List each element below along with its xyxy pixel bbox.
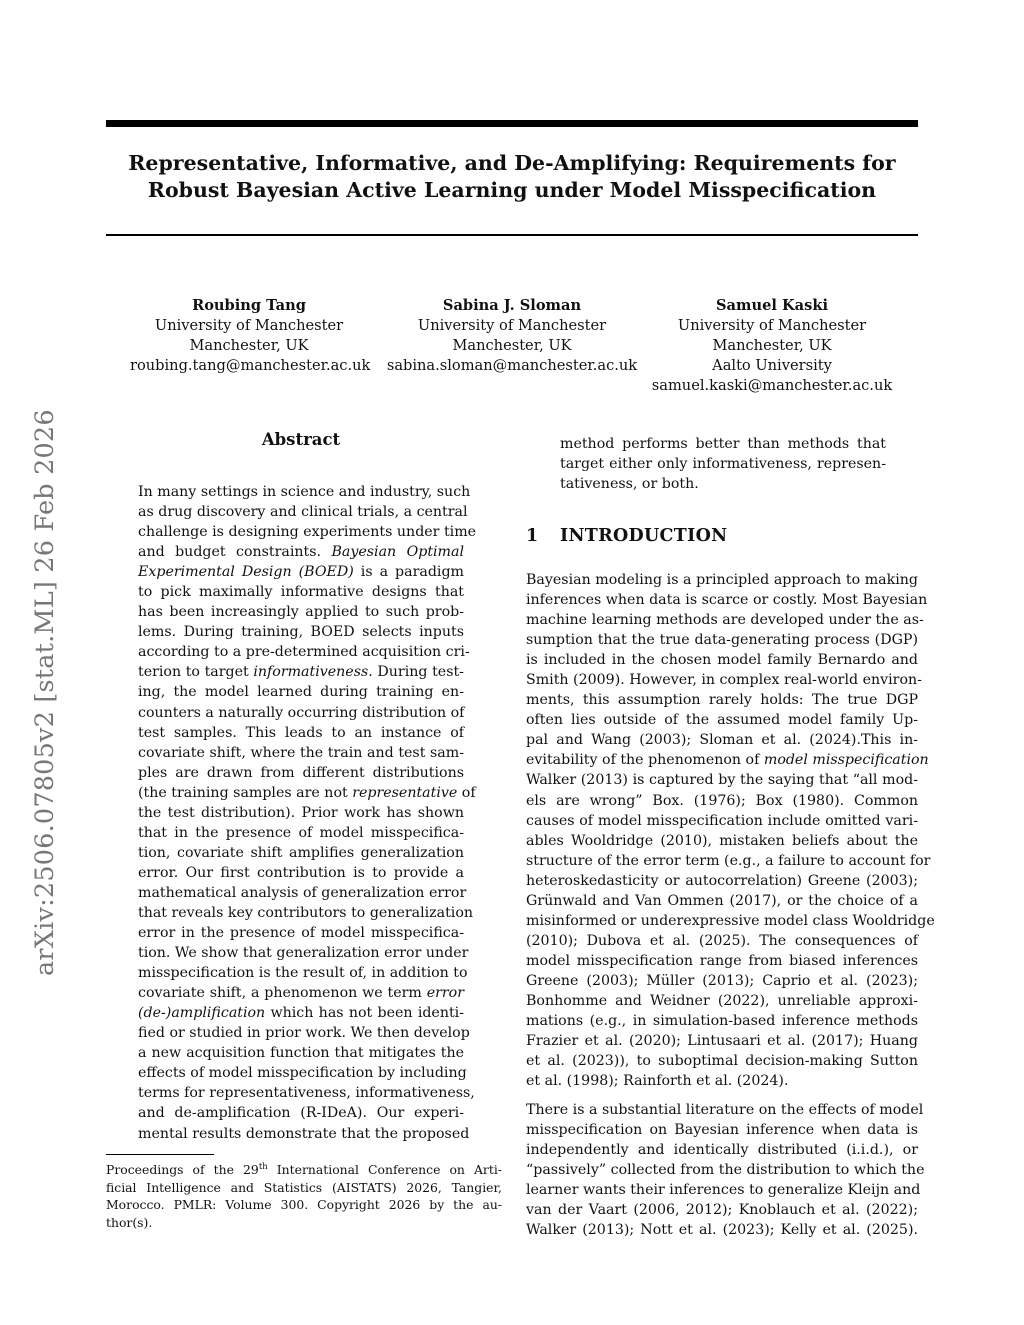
text-line: mental results demonstrate that the proposed bbox=[138, 1125, 470, 1142]
text-line: tion, covariate shift amplifies generalization bbox=[138, 844, 464, 861]
text-line: Bayesian modeling is a principled approach to making bbox=[526, 572, 918, 588]
text-line: misinformed or underexpressive model class Wooldridge bbox=[526, 912, 935, 929]
text-line: lems. During training, BOED selects inputs bbox=[138, 624, 464, 641]
text-line: mathematical analysis of generalization error bbox=[138, 884, 467, 901]
text-line: a new acquisition function that mitigates the bbox=[138, 1045, 464, 1062]
text-line: ficial Intelligence and Statistics (AISTATS) 2026, Tangier, bbox=[106, 1179, 502, 1195]
text-line: model misspecification range from biased inferences bbox=[526, 952, 918, 969]
text-line: Bonhomme and Weidner (2022), unreliable approxi- bbox=[526, 992, 918, 1009]
text-line: error in the presence of model misspecifica- bbox=[138, 925, 464, 942]
section-title: INTRODUCTION bbox=[560, 526, 728, 546]
text-line: ments, this assumption rarely holds: The true DGP bbox=[526, 692, 918, 709]
text-line: Greene (2003); Müller (2013); Caprio et al. (2023); bbox=[526, 972, 918, 989]
text-line: terion to target informativeness. During test- bbox=[138, 664, 464, 681]
text-line: error. Our first contribution is to provide a bbox=[138, 864, 464, 881]
arxiv-identifier: arXiv:2506.07805v2 [stat.ML] 26 Feb 2026 bbox=[30, 409, 60, 976]
author-location: Manchester, UK bbox=[189, 337, 309, 354]
title-line-1: Representative, Informative, and De-Amplifying: Requirements for bbox=[128, 151, 896, 175]
text-line: as drug discovery and clinical trials, a central bbox=[138, 504, 468, 521]
text-line: independently and identically distributed (i.i.d.), or bbox=[526, 1142, 918, 1159]
author-email[interactable]: samuel.kaski@manchester.ac.uk bbox=[651, 377, 893, 394]
text-line: covariate shift, where the train and test sam- bbox=[138, 744, 464, 761]
author-affiliation: University of Manchester bbox=[417, 317, 607, 334]
author-email[interactable]: sabina.sloman@manchester.ac.uk bbox=[386, 357, 638, 374]
text-line: to pick maximally informative designs that bbox=[138, 584, 464, 601]
text-line: is included in the chosen model family Bernardo and bbox=[526, 652, 918, 669]
text-line: misspecification is the result of, in addition to bbox=[138, 965, 468, 982]
paper-title bbox=[106, 150, 918, 204]
text-line: (the training samples are not representative of bbox=[138, 784, 476, 801]
text-line: ples are drawn from different distributions bbox=[138, 764, 464, 781]
text-line: and budget constraints. Bayesian Optimal bbox=[138, 544, 465, 561]
text-line: els are wrong” Box. (1976); Box (1980). Common bbox=[526, 792, 918, 809]
text-line: causes of model misspecification include omitted vari- bbox=[526, 812, 918, 829]
abstract-heading: Abstract bbox=[261, 430, 341, 449]
text-line: misspecification on Bayesian inference when data is bbox=[526, 1122, 918, 1139]
author-location: Manchester, UK bbox=[712, 337, 832, 354]
text-line: “passively” collected from the distribution to which the bbox=[526, 1162, 925, 1179]
text-line: (2010); Dubova et al. (2025). The consequences of bbox=[526, 932, 918, 949]
text-line: Proceedings of the 29th International Conference on Arti- bbox=[106, 1161, 502, 1177]
footnote bbox=[106, 1161, 502, 1231]
text-line: et al. (2023)), to suboptimal decision-making Sutton bbox=[526, 1053, 918, 1070]
text-line: Grünwald and Van Ommen (2017), or the choice of a bbox=[526, 892, 918, 909]
author-block bbox=[650, 296, 894, 396]
section-heading bbox=[526, 526, 918, 546]
text-line: evitability of the phenomenon of model misspecification bbox=[526, 752, 929, 769]
section-number: 1 bbox=[526, 526, 539, 546]
text-line: machine learning methods are developed under the as- bbox=[526, 612, 924, 629]
author-name: Sabina J. Sloman bbox=[442, 297, 582, 314]
text-line: effects of model misspecification by including bbox=[138, 1065, 467, 1082]
author-affiliation: University of Manchester bbox=[677, 317, 867, 334]
text-line: challenge is designing experiments under time bbox=[138, 524, 477, 541]
text-line: counters a naturally occurring distribution of bbox=[138, 704, 465, 721]
text-line: heteroskedasticity or autocorrelation) Greene (2003); bbox=[526, 872, 918, 889]
text-line: tion. We show that generalization error under bbox=[138, 945, 469, 962]
text-line: that reveals key contributors to generalization bbox=[138, 904, 474, 921]
text-line: test samples. This leads to an instance of bbox=[138, 724, 464, 741]
text-line: has been increasingly applied to such prob- bbox=[138, 604, 464, 621]
author-block bbox=[130, 296, 371, 376]
intro-paragraph-2 bbox=[526, 1100, 925, 1240]
author-location: Manchester, UK bbox=[452, 337, 572, 354]
text-line: covariate shift, a phenomenon we term error bbox=[138, 985, 464, 1002]
author-affiliation-2: Aalto University bbox=[712, 357, 832, 374]
text-line: Experimental Design (BOED) is a paradigm bbox=[138, 564, 464, 581]
text-line: (de-)amplification which has not been identi- bbox=[138, 1005, 464, 1022]
text-line: often lies outside of the assumed model family Up- bbox=[526, 712, 918, 729]
text-line: according to a pre-determined acquisition cri- bbox=[138, 644, 470, 661]
author-name: Samuel Kaski bbox=[716, 297, 828, 314]
author-block bbox=[384, 296, 640, 376]
text-line: thor(s). bbox=[106, 1214, 153, 1230]
title-bottom-rule bbox=[106, 234, 918, 236]
title-line-2: Robust Bayesian Active Learning under Model Misspecification bbox=[147, 178, 877, 202]
author-name: Roubing Tang bbox=[192, 297, 306, 314]
text-line: In many settings in science and industry, such bbox=[138, 484, 471, 500]
text-line: Walker (2013); Nott et al. (2023); Kelly et al. (2025). bbox=[526, 1222, 918, 1239]
abstract-continuation bbox=[560, 434, 886, 494]
footnote-rule bbox=[106, 1154, 214, 1155]
text-line: inferences when data is scarce or costly. Most Bayesian bbox=[526, 592, 928, 609]
abstract-body bbox=[138, 482, 477, 1144]
title-top-rule bbox=[106, 120, 918, 127]
text-line: ables Wooldridge (2010), mistaken beliefs about the bbox=[526, 832, 918, 849]
text-line: Walker (2013) is captured by the saying that “all mod- bbox=[526, 772, 918, 789]
text-line: terms for representativeness, informativeness, bbox=[138, 1085, 475, 1102]
text-line: the test distribution). Prior work has shown bbox=[138, 804, 464, 821]
text-line: fied or studied in prior work. We then develop bbox=[138, 1025, 470, 1042]
text-line: and de-amplification (R-IDeA). Our experi- bbox=[138, 1105, 464, 1122]
text-line: Morocco. PMLR: Volume 300. Copyright 2026 by the au- bbox=[106, 1197, 502, 1213]
text-line: van der Vaart (2006, 2012); Knoblauch et al. (2022); bbox=[526, 1202, 918, 1219]
text-line: method performs better than methods that bbox=[560, 436, 886, 452]
arxiv-sidebar bbox=[0, 0, 60, 976]
text-line: et al. (1998); Rainforth et al. (2024). bbox=[526, 1073, 789, 1090]
text-line: Smith (2009). However, in complex real-world environ- bbox=[526, 672, 922, 689]
text-line: tativeness, or both. bbox=[560, 476, 699, 493]
author-email[interactable]: roubing.tang@manchester.ac.uk bbox=[130, 357, 371, 374]
text-line: that in the presence of model misspecifica- bbox=[138, 824, 464, 841]
intro-paragraph-1 bbox=[526, 570, 935, 1091]
text-line: mations (e.g., in simulation-based inference methods bbox=[526, 1013, 918, 1030]
text-line: structure of the error term (e.g., a failure to account for bbox=[526, 852, 931, 869]
author-affiliation: University of Manchester bbox=[154, 317, 344, 334]
text-line: Frazier et al. (2020); Lintusaari et al. (2017); Huang bbox=[526, 1033, 918, 1050]
text-line: pal and Wang (2003); Sloman et al. (2024).This in- bbox=[526, 732, 918, 749]
text-line: sumption that the true data-generating process (DGP) bbox=[526, 632, 918, 649]
text-line: There is a substantial literature on the effects of model bbox=[526, 1102, 924, 1118]
text-line: target either only informativeness, represen- bbox=[560, 456, 886, 473]
text-line: learner wants their inferences to generalize Kleijn and bbox=[526, 1182, 921, 1199]
text-line: ing, the model learned during training en- bbox=[138, 684, 464, 701]
